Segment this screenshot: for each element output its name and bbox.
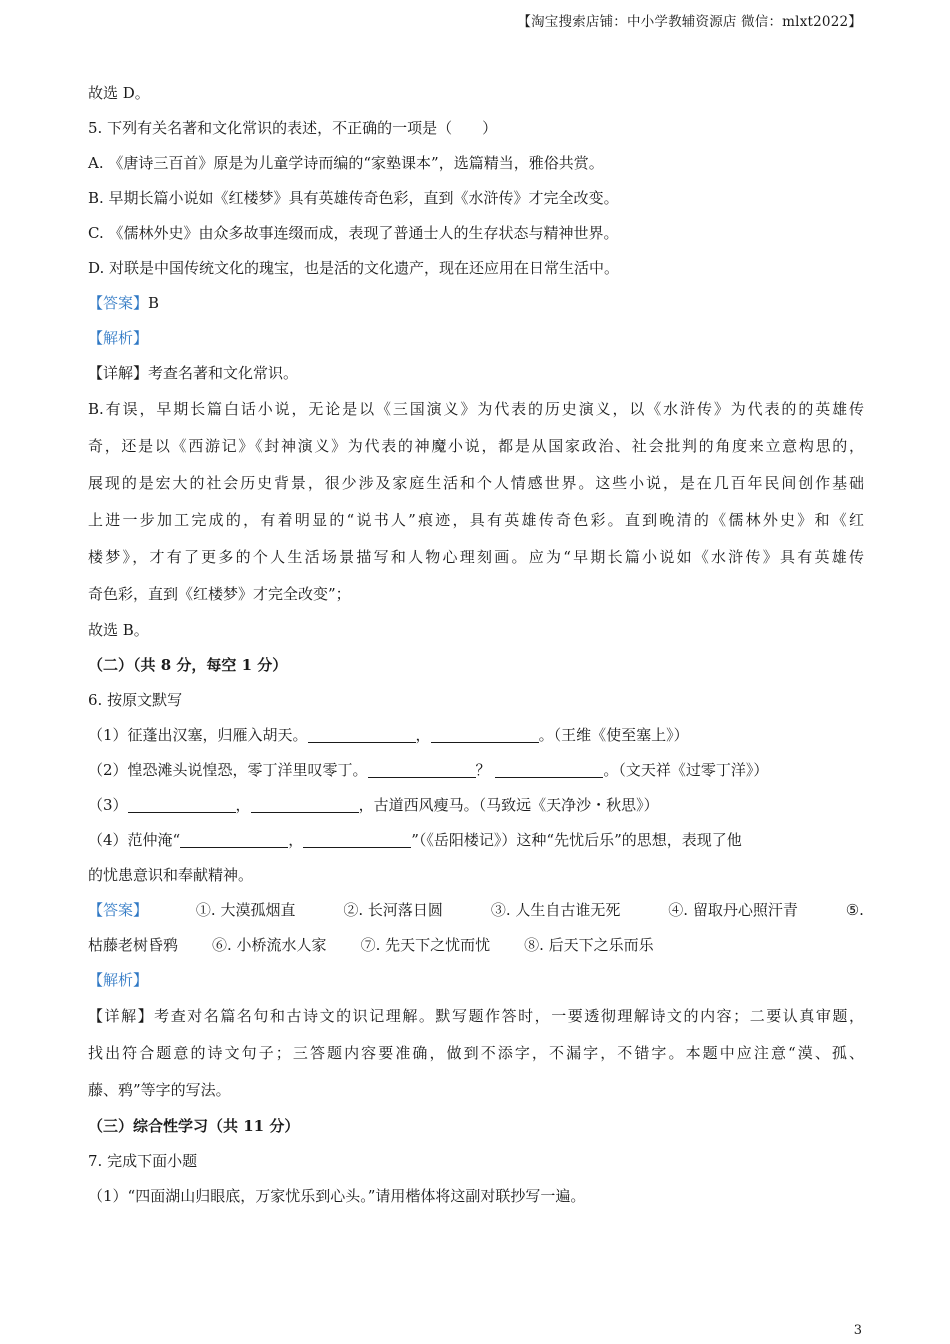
q5-explanation-line: 展现的是宏大的社会历史背景，很少涉及家庭生活和个人情感世界。这些小说，是在几百年民间创作基础: [88, 474, 864, 492]
q7-sub1: （1）“四面湖山归眼底，万家忧乐到心头。”请用楷体将这副对联抄写一遍。: [88, 1187, 586, 1205]
q6-item-1: [88, 718, 864, 753]
q6-item-4-cont: 的忧患意识和奉献精神。: [88, 866, 254, 884]
q5-option-a: A. 《唐诗三百首》原是为儿童学诗而编的“家塾课本”，选篇精当，雅俗共赏。: [88, 154, 604, 172]
q5-explanation-line: 楼梦》，才有了更多的个人生活场景描写和人物心理刻画。应为“早期长篇小说如《水浒传》具有英雄传: [88, 548, 864, 566]
fill-blank[interactable]: [251, 797, 359, 813]
q5-conclusion: 故选 B。: [88, 621, 149, 639]
q5-option-c: C. 《儒林外史》由众多故事连缀而成，表现了普通士人的生存状态与精神世界。: [88, 224, 619, 242]
q7-stem: 7. 完成下面小题: [88, 1152, 198, 1170]
item-sep: ，: [235, 796, 251, 814]
item-sep: ？: [475, 761, 491, 779]
item-sep: ”: [411, 831, 419, 849]
q6-item-2: [88, 753, 864, 788]
q6-answers-row1: [88, 893, 864, 928]
fill-blank[interactable]: [368, 762, 476, 778]
q6-detail-line: 藤、鸦”等字的写法。: [88, 1081, 231, 1099]
answer-item: ②. 长河落日圆: [343, 901, 443, 919]
q6-detail-line: [88, 998, 864, 1035]
fill-blank[interactable]: [308, 727, 416, 743]
page-header: 【淘宝搜索店铺：中小学教辅资源店 微信：mlxt2022】: [517, 14, 862, 30]
item-prefix: （4）范仲淹“: [88, 831, 181, 849]
item-sep: 。: [538, 726, 554, 744]
item-prefix: （3）: [88, 796, 128, 814]
fill-blank[interactable]: [431, 727, 539, 743]
answer-item: 枯藤老树昏鸦: [88, 936, 179, 954]
section2-title: （二）（共 8 分，每空 1 分）: [88, 656, 288, 674]
q5-answer: [88, 286, 864, 321]
q6-item-4: [88, 823, 864, 858]
answer-label: 【答案】: [88, 294, 149, 312]
q6-answers-row2: [88, 928, 864, 963]
q5-explanation-line: 上进一步加工完成的，有着明显的“说书人”痕迹，具有英雄传奇色彩。直到晚清的《儒林外史》和《红: [88, 511, 864, 529]
item-sep: ，: [288, 831, 304, 849]
item-sep: 。: [603, 761, 619, 779]
item-sep: ，古道西风瘦马。: [358, 796, 479, 814]
q5-option-d: D. 对联是中国传统文化的瑰宝，也是活的文化遗产，现在还应用在日常生活中。: [88, 259, 620, 277]
document-body: [88, 76, 864, 1214]
detail-text: 考查对名篇名句和古诗文的识记理解。默写题作答时，一要透彻理解诗文的内容；二要认真审题，: [154, 1007, 864, 1025]
detail-label: 【详解】: [88, 364, 149, 382]
item-prefix: （1）征蓬出汉塞，归雁入胡天。: [88, 726, 308, 744]
answer-label: 【答案】: [88, 901, 149, 919]
section3-title: （三）综合性学习（共 11 分）: [88, 1117, 300, 1135]
q5-explanation-line: 奇，还是以《西游记》《封神演义》为代表的神魔小说，都是从国家政治、社会批判的角度来立意构思的，: [88, 437, 864, 455]
answer-item: ⑥. 小桥流水人家: [212, 936, 327, 954]
q5-detail: [88, 356, 864, 391]
answer-item: ⑧. 后天下之乐而乐: [524, 936, 654, 954]
answer-item: ①. 大漠孤烟直: [195, 901, 296, 919]
answer-item: ⑦. 先天下之忧而忧: [360, 936, 491, 954]
fill-blank[interactable]: [303, 832, 411, 848]
q5-explanation-line: B.有误，早期长篇白话小说，无论是以《三国演义》为代表的历史演义，以《水浒传》为代表的的英雄传: [88, 400, 864, 418]
item-source: （马致远《天净沙・秋思》）: [478, 796, 659, 814]
q6-analysis-label: 【解析】: [88, 971, 149, 989]
q6-item-3: [88, 788, 864, 823]
item-source: （文天祥《过零丁洋》）: [618, 761, 769, 779]
item-source: （王维《使至塞上》）: [553, 726, 689, 744]
q5-option-b: B. 早期长篇小说如《红楼梦》具有英雄传奇色彩，直到《水浒传》才完全改变。: [88, 189, 619, 207]
q6-stem: 6. 按原文默写: [88, 691, 183, 709]
detail-text: 考查名著和文化常识。: [148, 364, 299, 382]
fill-blank[interactable]: [128, 797, 236, 813]
answer-item: ⑤.: [845, 901, 864, 919]
detail-label: 【详解】: [88, 1007, 155, 1025]
answer-value: B: [148, 294, 160, 312]
item-prefix: （2）惶恐滩头说惶恐，零丁洋里叹零丁。: [88, 761, 368, 779]
answer-item: ④. 留取丹心照汗青: [668, 901, 798, 919]
page-number: 3: [853, 1323, 862, 1338]
item-source: （《岳阳楼记》）这种“先忧后乐”的思想，表现了他: [418, 831, 742, 849]
fill-blank[interactable]: [495, 762, 603, 778]
q5-stem: 5. 下列有关名著和文化常识的表述，不正确的一项是（ ）: [88, 119, 498, 137]
prev-conclusion: 故选 D。: [88, 84, 150, 102]
q5-analysis-label: 【解析】: [88, 329, 149, 347]
answer-item: ③. 人生自古谁无死: [490, 901, 621, 919]
q6-detail-line: 找出符合题意的诗文句子；三答题内容要准确，做到不添字，不漏字，不错字。本题中应注意“漠、孤、: [88, 1044, 864, 1062]
item-sep: ，: [415, 726, 431, 744]
q5-explanation-line: 奇色彩，直到《红楼梦》才完全改变”；: [88, 585, 351, 603]
fill-blank[interactable]: [180, 832, 288, 848]
